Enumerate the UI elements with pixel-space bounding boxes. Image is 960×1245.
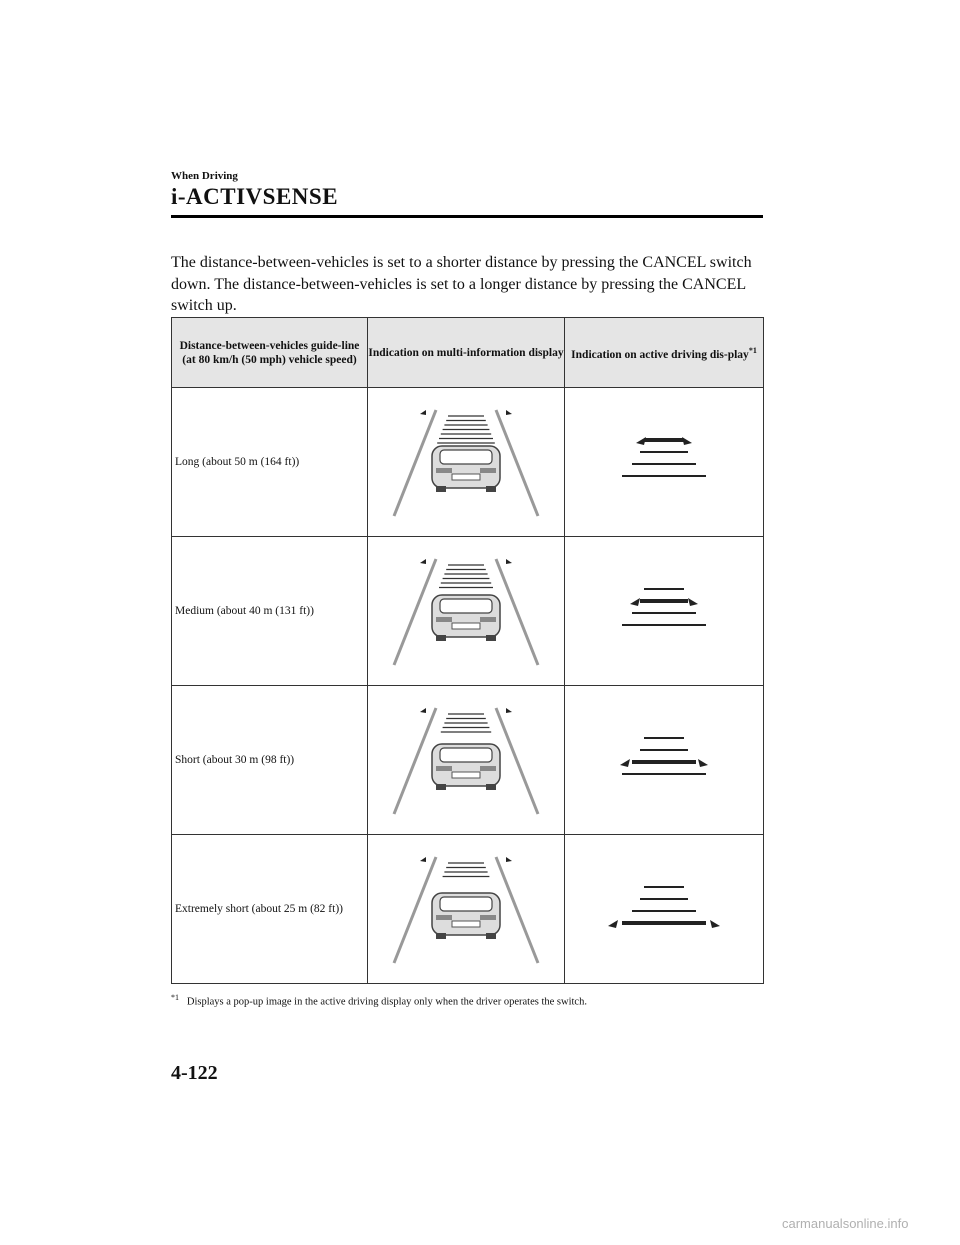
footnote xyxy=(171,993,587,1008)
active-driving-display-graphic xyxy=(594,432,734,492)
header-multi-info-display xyxy=(368,318,565,388)
active-driving-display-graphic xyxy=(594,730,734,790)
header-guideline-text: Distance-between-vehicles guide-line (at 80 km/h (50 mph) vehicle speed) xyxy=(179,339,360,366)
multi-info-display-graphic xyxy=(386,704,546,816)
distance-table xyxy=(171,317,764,984)
table-row xyxy=(172,388,764,537)
multi-info-cell xyxy=(368,686,565,835)
guideline-label: Medium (about 40 m (131 ft)) xyxy=(172,537,368,686)
active-driving-display-graphic xyxy=(594,581,734,641)
table-row xyxy=(172,686,764,835)
multi-info-cell xyxy=(368,388,565,537)
multi-info-cell xyxy=(368,537,565,686)
section-label: When Driving xyxy=(171,170,238,182)
header-footnote-mark: *1 xyxy=(748,345,757,355)
page-number: 4-122 xyxy=(171,1062,218,1084)
guideline-label: Long (about 50 m (164 ft)) xyxy=(172,388,368,537)
header-active-driving-text: Indication on active driving dis-play xyxy=(571,348,749,361)
footnote-text: Displays a pop-up image in the active driving display only when the driver operates the switch. xyxy=(186,996,587,1008)
multi-info-display-graphic xyxy=(386,406,546,518)
active-driving-cell xyxy=(565,537,764,686)
header-multi-info-text: Indication on multi-information display xyxy=(368,346,564,359)
guideline-label: Extremely short (about 25 m (82 ft)) xyxy=(172,835,368,984)
watermark: carmanualsonline.info xyxy=(782,1216,909,1231)
multi-info-cell xyxy=(368,835,565,984)
table-row xyxy=(172,835,764,984)
header-guideline xyxy=(172,318,368,388)
header-active-driving-display xyxy=(565,318,764,388)
multi-info-display-graphic xyxy=(386,853,546,965)
active-driving-display-graphic xyxy=(594,879,734,939)
multi-info-display-graphic xyxy=(386,555,546,667)
table-header-row xyxy=(172,318,764,388)
table-row xyxy=(172,537,764,686)
active-driving-cell xyxy=(565,388,764,537)
footnote-mark: *1 xyxy=(171,993,179,1002)
page-title: i-ACTIVSENSE xyxy=(171,184,339,209)
title-rule xyxy=(171,215,763,218)
guideline-label: Short (about 30 m (98 ft)) xyxy=(172,686,368,835)
active-driving-cell xyxy=(565,835,764,984)
active-driving-cell xyxy=(565,686,764,835)
intro-paragraph: The distance-between-vehicles is set to a shorter distance by pressing the CANCEL switch down. The distance-between-vehicles is set to a longer distance by pressing the CANCEL switch up. xyxy=(171,254,752,314)
